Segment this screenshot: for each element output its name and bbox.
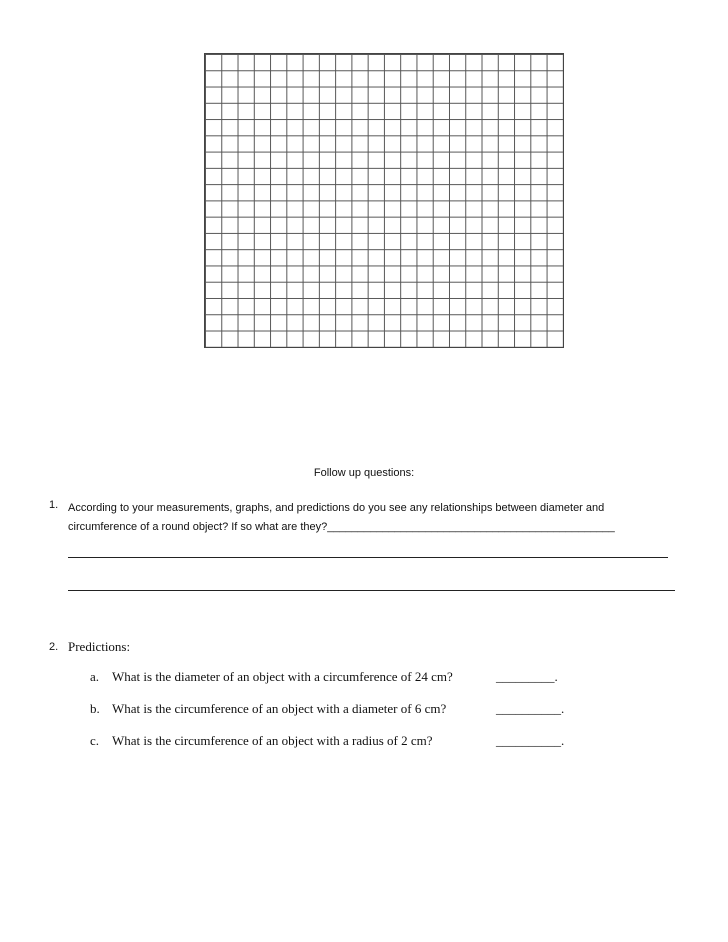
prediction-b-blank[interactable]: __________. [496,701,565,716]
prediction-c-blank[interactable]: __________. [496,733,565,748]
graph-grid [204,53,564,348]
question-1-number: 1. [49,499,59,511]
prediction-c-text: What is the circumference of an object with a radius of 2 cm? [112,733,433,748]
prediction-a-blank[interactable]: _________. [496,669,558,684]
prediction-a-letter: a. [90,669,100,684]
question-1-line-1: According to your measurements, graphs, and predictions do you see any relationships between diameter and [68,502,605,514]
predictions-heading: Predictions: [68,639,131,654]
question-2-number: 2. [49,641,59,653]
prediction-a-text: What is the diameter of an object with a circumference of 24 cm? [112,669,453,684]
answer-line-2[interactable] [68,590,675,591]
prediction-b-letter: b. [90,701,100,716]
section-title: Follow up questions: [313,467,415,479]
prediction-b-text: What is the circumference of an object with a diameter of 6 cm? [112,701,447,716]
question-1-text [68,499,678,537]
question-1-answer-blank[interactable]: _______________________________________________ [327,521,615,533]
prediction-c-letter: c. [90,733,100,748]
question-1-line-2: circumference of a round object? If so what are they? [68,521,328,533]
answer-line-1[interactable] [68,557,668,558]
